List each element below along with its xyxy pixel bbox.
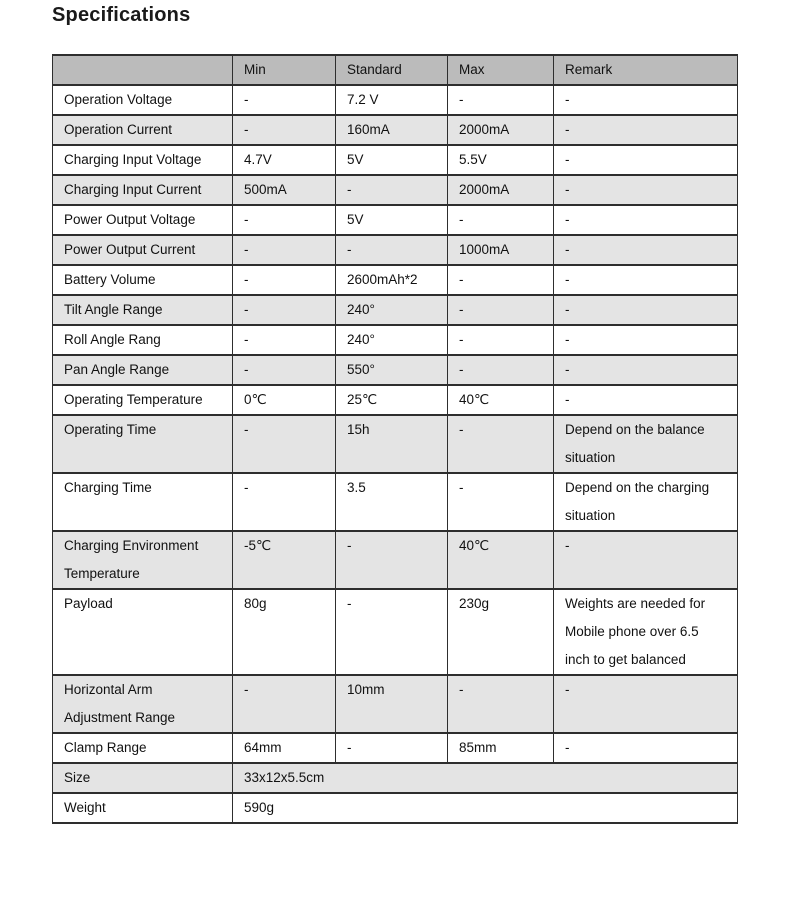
- table-row: [53, 675, 738, 733]
- cell-max: 230g: [448, 589, 554, 675]
- table-row: [53, 531, 738, 589]
- row-label: Weight: [53, 793, 233, 823]
- row-label: Operating Temperature: [53, 385, 233, 415]
- row-label: Charging Input Current: [53, 175, 233, 205]
- cell-min: -: [233, 235, 336, 265]
- table-row: [53, 85, 738, 115]
- cell-remark: -: [554, 265, 738, 295]
- cell-standard: 550°: [336, 355, 448, 385]
- row-label: Payload: [53, 589, 233, 675]
- cell-remark: -: [554, 675, 738, 733]
- cell-max: 2000mA: [448, 115, 554, 145]
- table-row: [53, 265, 738, 295]
- row-label: Clamp Range: [53, 733, 233, 763]
- cell-span-value: 33x12x5.5cm: [233, 763, 738, 793]
- cell-remark: -: [554, 733, 738, 763]
- cell-min: -: [233, 473, 336, 531]
- cell-max: 85mm: [448, 733, 554, 763]
- cell-max: -: [448, 473, 554, 531]
- row-label: Operation Voltage: [53, 85, 233, 115]
- table-row: [53, 145, 738, 175]
- cell-remark: -: [554, 115, 738, 145]
- table-row: [53, 205, 738, 235]
- row-label: Roll Angle Rang: [53, 325, 233, 355]
- header-cell-standard: Standard: [336, 55, 448, 85]
- table-row: [53, 385, 738, 415]
- cell-min: -: [233, 265, 336, 295]
- cell-max: -: [448, 325, 554, 355]
- cell-standard: 240°: [336, 295, 448, 325]
- row-label: Size: [53, 763, 233, 793]
- row-label: Operation Current: [53, 115, 233, 145]
- cell-min: 64mm: [233, 733, 336, 763]
- cell-standard: 2600mAh*2: [336, 265, 448, 295]
- table-row: [53, 235, 738, 265]
- cell-remark: -: [554, 355, 738, 385]
- table-row: [53, 589, 738, 675]
- cell-standard: -: [336, 733, 448, 763]
- table-row: [53, 763, 738, 793]
- cell-min: -: [233, 295, 336, 325]
- cell-min: -: [233, 115, 336, 145]
- cell-max: 1000mA: [448, 235, 554, 265]
- row-label: Battery Volume: [53, 265, 233, 295]
- cell-remark: -: [554, 175, 738, 205]
- cell-standard: 240°: [336, 325, 448, 355]
- row-label: Tilt Angle Range: [53, 295, 233, 325]
- cell-standard: 5V: [336, 205, 448, 235]
- cell-remark: -: [554, 385, 738, 415]
- cell-standard: -: [336, 235, 448, 265]
- cell-min: -: [233, 205, 336, 235]
- header-cell-max: Max: [448, 55, 554, 85]
- cell-remark: -: [554, 205, 738, 235]
- cell-min: -: [233, 415, 336, 473]
- cell-max: -: [448, 295, 554, 325]
- header-cell-parameter: [53, 55, 233, 85]
- table-row: [53, 115, 738, 145]
- cell-min: -5℃: [233, 531, 336, 589]
- cell-max: 5.5V: [448, 145, 554, 175]
- cell-max: 40℃: [448, 531, 554, 589]
- cell-min: 80g: [233, 589, 336, 675]
- cell-standard: 5V: [336, 145, 448, 175]
- cell-max: -: [448, 265, 554, 295]
- cell-max: -: [448, 205, 554, 235]
- cell-standard: 10mm: [336, 675, 448, 733]
- row-label: Power Output Current: [53, 235, 233, 265]
- page-title: Specifications: [52, 4, 191, 26]
- cell-remark: -: [554, 325, 738, 355]
- table-row: [53, 473, 738, 531]
- row-label: Power Output Voltage: [53, 205, 233, 235]
- table-row: [53, 325, 738, 355]
- cell-remark: -: [554, 295, 738, 325]
- table-row: [53, 175, 738, 205]
- cell-standard: 3.5: [336, 473, 448, 531]
- cell-standard: 160mA: [336, 115, 448, 145]
- specifications-table: [52, 54, 738, 824]
- cell-min: 0℃: [233, 385, 336, 415]
- cell-standard: 7.2 V: [336, 85, 448, 115]
- row-label: Pan Angle Range: [53, 355, 233, 385]
- cell-remark: -: [554, 531, 738, 589]
- row-label: Charging Environment Temperature: [53, 531, 233, 589]
- table-header-row: [53, 55, 738, 85]
- cell-min: -: [233, 325, 336, 355]
- cell-span-value: 590g: [233, 793, 738, 823]
- row-label: Operating Time: [53, 415, 233, 473]
- cell-max: -: [448, 415, 554, 473]
- cell-min: -: [233, 675, 336, 733]
- cell-min: 4.7V: [233, 145, 336, 175]
- table-row: [53, 355, 738, 385]
- cell-max: 40℃: [448, 385, 554, 415]
- cell-standard: 15h: [336, 415, 448, 473]
- header-cell-min: Min: [233, 55, 336, 85]
- cell-remark: Weights are needed for Mobile phone over 6.5 inch to get balanced: [554, 589, 738, 675]
- cell-remark: -: [554, 145, 738, 175]
- cell-max: 2000mA: [448, 175, 554, 205]
- row-label: Charging Input Voltage: [53, 145, 233, 175]
- header-cell-remark: Remark: [554, 55, 738, 85]
- table-row: [53, 295, 738, 325]
- cell-remark: Depend on the charging situation: [554, 473, 738, 531]
- manual-page: [0, 4, 790, 824]
- cell-max: -: [448, 675, 554, 733]
- cell-remark: -: [554, 85, 738, 115]
- cell-remark: Depend on the balance situation: [554, 415, 738, 473]
- cell-max: -: [448, 355, 554, 385]
- row-label: Horizontal Arm Adjustment Range: [53, 675, 233, 733]
- table-row: [53, 793, 738, 823]
- cell-standard: -: [336, 589, 448, 675]
- cell-standard: -: [336, 175, 448, 205]
- cell-max: -: [448, 85, 554, 115]
- row-label: Charging Time: [53, 473, 233, 531]
- table-row: [53, 733, 738, 763]
- cell-remark: -: [554, 235, 738, 265]
- table-row: [53, 415, 738, 473]
- cell-min: -: [233, 85, 336, 115]
- cell-standard: 25℃: [336, 385, 448, 415]
- cell-standard: -: [336, 531, 448, 589]
- cell-min: 500mA: [233, 175, 336, 205]
- cell-min: -: [233, 355, 336, 385]
